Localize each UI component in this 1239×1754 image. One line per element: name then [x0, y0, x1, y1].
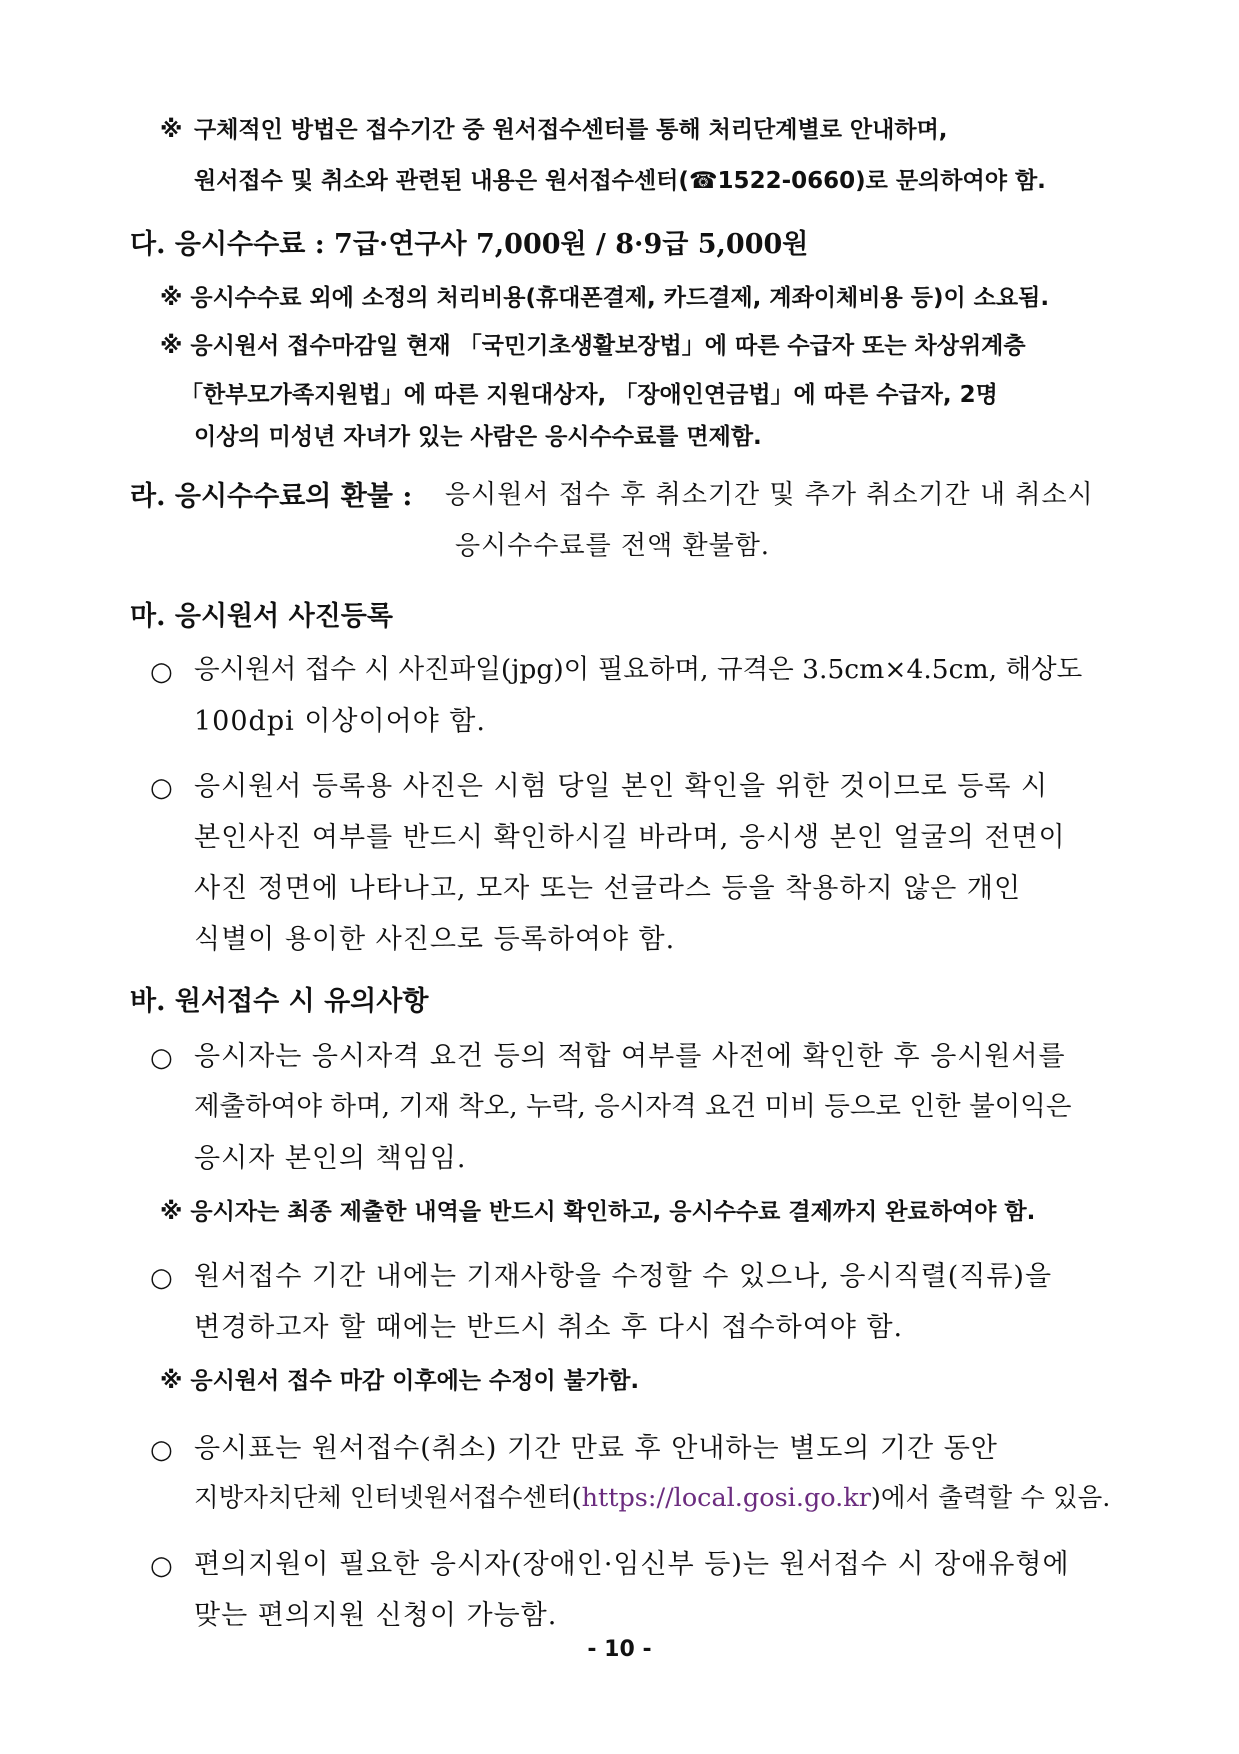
precaution-item-2-cont: 변경하고자 할 때에는 반드시 취소 후 다시 접수하여야 함. [194, 1312, 904, 1343]
note-method: ※ 구체적인 방법은 접수기간 중 원서접수센터를 통해 처리단계별로 안내하며, [160, 117, 948, 143]
photo-item-2-cont: 식별이 용이한 사진으로 등록하여야 함. [194, 924, 676, 955]
precaution-item-1-cont: 제출하여야 하며, 기재 착오, 누락, 응시자격 요건 미비 등으로 인한 불이익은 [194, 1091, 1072, 1122]
gosi-url-link[interactable]: https://local.gosi.go.kr [581, 1483, 871, 1513]
precaution-item-4-cont: 맞는 편의지원 신청이 가능함. [194, 1600, 558, 1631]
bullet-icon: ○ [150, 657, 173, 687]
note-fee-exempt-3: 이상의 미성년 자녀가 있는 사람은 응시수수료를 면제함. [194, 424, 762, 450]
bullet-icon: ○ [150, 1435, 173, 1465]
section-heading-refund: 라. 응시수수료의 환불 : [130, 481, 413, 512]
note-mark: ※ [160, 117, 183, 143]
note-fee-exempt: ※ 응시원서 접수마감일 현재 「국민기초생활보장법」에 따른 수급자 또는 차상위계층 [160, 333, 1026, 359]
photo-item-2: 응시원서 등록용 사진은 시험 당일 본인 확인을 위한 것이므로 등록 시 [194, 771, 1049, 802]
bullet-icon: ○ [150, 773, 173, 803]
section-heading-photo: 마. 응시원서 사진등록 [130, 601, 393, 632]
note-fee-exempt-2: 「한부모가족지원법」에 따른 지원대상자, 「장애인연금법」에 따른 수급자, 2명 [180, 382, 998, 408]
precaution-item-1: 응시자는 응시자격 요건 등의 적합 여부를 사전에 확인한 후 응시원서를 [194, 1041, 1066, 1072]
precaution-item-3: 응시표는 원서접수(취소) 기간 만료 후 안내하는 별도의 기간 동안 [194, 1433, 998, 1464]
section-heading-fee: 다. 응시수수료 : 7급·연구사 7,000원 / 8·9급 5,000원 [130, 229, 809, 260]
note-fee-extra: ※ 응시수수료 외에 소정의 처리비용(휴대폰결제, 카드결제, 계좌이체비용 등)이 소요됨. [160, 285, 1050, 311]
photo-item-1-cont: 100dpi 이상이어야 함. [194, 706, 486, 737]
refund-text: 응시원서 접수 후 취소기간 및 추가 취소기간 내 취소시 [445, 480, 1094, 510]
photo-item-1: 응시원서 접수 시 사진파일(jpg)이 필요하며, 규격은 3.5cm×4.5cm, 해상도 [194, 654, 1083, 685]
bullet-icon: ○ [150, 1043, 173, 1073]
bullet-icon: ○ [150, 1551, 173, 1581]
precaution-item-1-cont: 응시자 본인의 책임임. [194, 1143, 467, 1174]
note-no-edit: ※ 응시원서 접수 마감 이후에는 수정이 불가함. [160, 1368, 640, 1394]
note-contact: 원서접수 및 취소와 관련된 내용은 원서접수센터(☎1522-0660)로 문의하여야 함. [194, 168, 1046, 194]
photo-item-2-cont: 본인사진 여부를 반드시 확인하시길 바라며, 응시생 본인 얼굴의 전면이 [194, 822, 1066, 853]
section-heading-precautions: 바. 원서접수 시 유의사항 [130, 986, 429, 1017]
note-confirm-payment: ※ 응시자는 최종 제출한 내역을 반드시 확인하고, 응시수수료 결제까지 완료하여야 함. [160, 1199, 1036, 1225]
refund-text-2: 응시수수료를 전액 환불함. [455, 531, 771, 561]
photo-item-2-cont: 사진 정면에 나타나고, 모자 또는 선글라스 등을 착용하지 않은 개인 [194, 873, 1022, 904]
precaution-item-4: 편의지원이 필요한 응시자(장애인·임신부 등)는 원서접수 시 장애유형에 [194, 1549, 1070, 1580]
precaution-item-3-cont: 지방자치단체 인터넷원서접수센터(https://local.gosi.go.kr)에서 출력할 수 있음. [194, 1483, 1111, 1513]
page-number: - 10 - [587, 1637, 652, 1662]
precaution-item-2: 원서접수 기간 내에는 기재사항을 수정할 수 있으나, 응시직렬(직류)을 [194, 1261, 1053, 1292]
bullet-icon: ○ [150, 1263, 173, 1293]
